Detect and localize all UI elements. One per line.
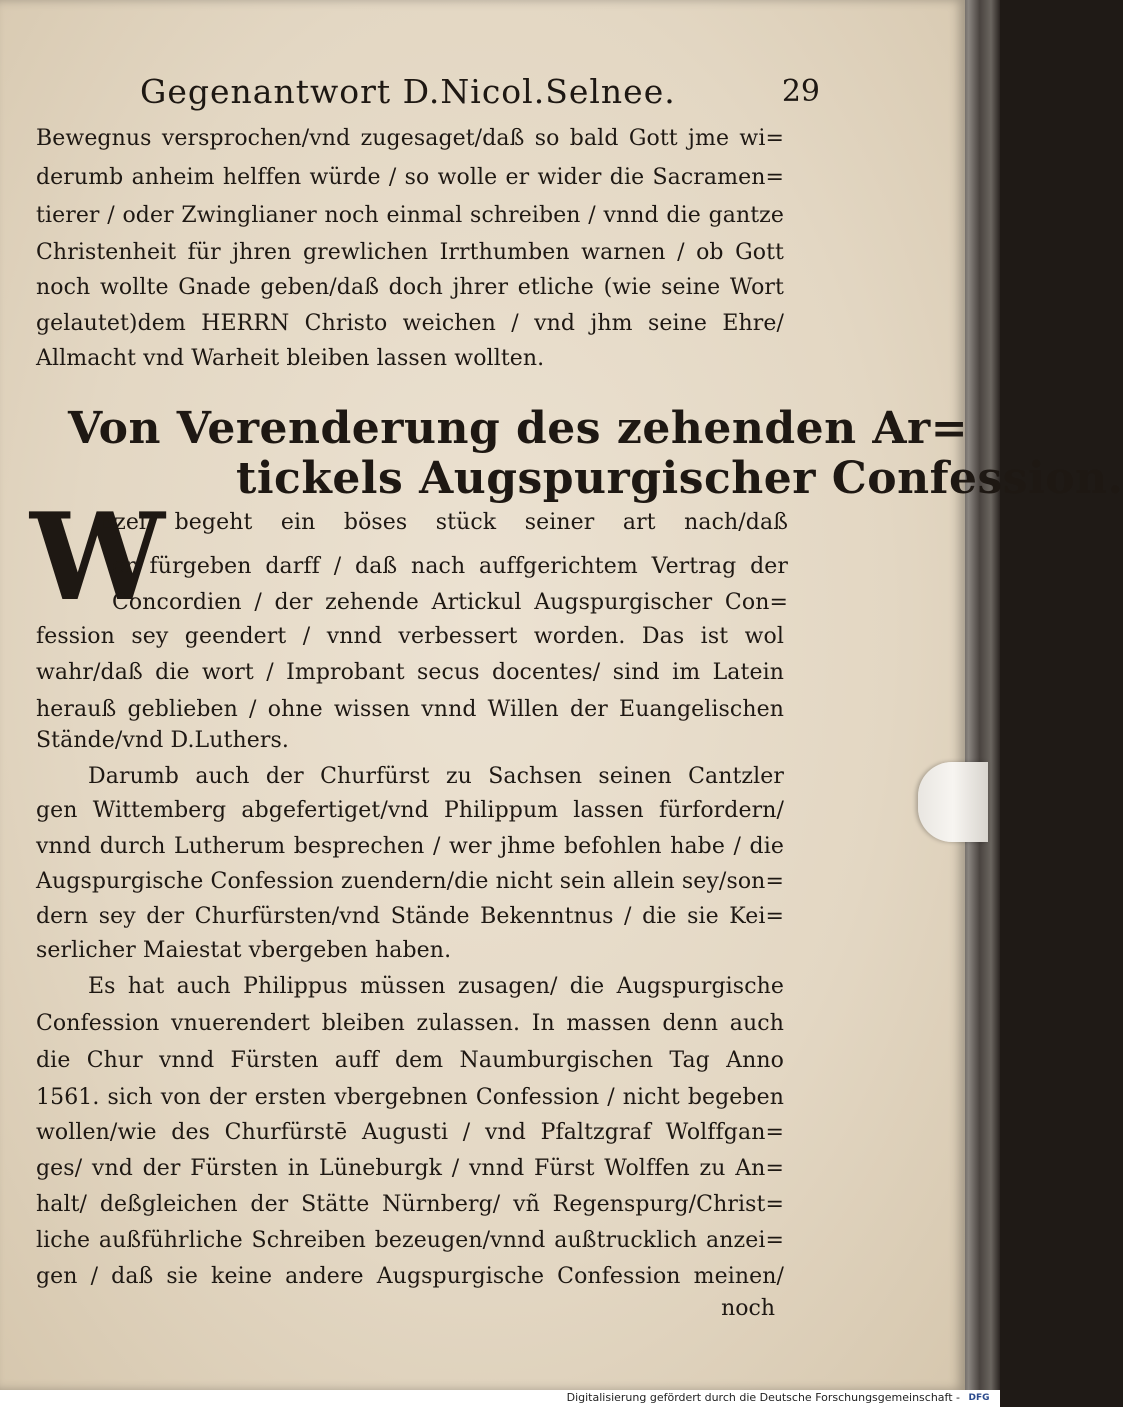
text-line: Es hat auch Philippus müssen zusagen/ die Augspurgische [88,974,784,999]
text-line: ges/ vnd der Fürsten in Lüneburgk / vnnd Fürst Wolffen zu An= [36,1156,784,1181]
text-line: Ezel begeht ein böses stück seiner art nach/daß [98,510,788,535]
text-line: herauß geblieben / ohne wissen vnnd Willen der Euangelischen [36,697,784,722]
text-line: 1561. sich von der ersten vbergebnen Confession / nicht begeben [36,1085,784,1110]
text-line: halt/ deßgleichen der Stätte Nürnberg/ vñ Regenspurg/Christ= [36,1192,784,1217]
drop-cap: W [30,487,165,628]
text-line: Bewegnus versprochen/vnd zugesaget/daß so bald Gott jme wi= [36,126,784,151]
section-heading-line-1: Von Verenderung des zehenden Ar= [68,403,969,454]
text-line: Confession vnuerendert bleiben zulassen. In massen denn auch [36,1011,784,1036]
footer-credit: Digitalisierung gefördert durch die Deutsche Forschungsgemeinschaft - [566,1391,960,1404]
text-line: noch wollte Gnade geben/daß doch jhrer etliche (wie seine Wort [36,275,784,300]
text-line: er fürgeben darff / daß nach auffgerichtem Vertrag der [112,554,788,579]
dfg-logo-icon: DFG [968,1393,990,1403]
text-line: serlicher Maiestat vbergeben haben. [36,938,452,963]
running-header [140,72,820,116]
text-line: Stände/vnd D.Luthers. [36,728,289,753]
text-line: dern sey der Churfürsten/vnd Stände Bekenntnus / die sie Kei= [36,904,784,929]
text-line: gen Wittemberg abgefertiget/vnd Philippum lassen fürfordern/ [36,798,784,823]
text-line: tierer / oder Zwinglianer noch einmal schreiben / vnnd die gantze [36,203,784,228]
text-line: gen / daß sie keine andere Augspurgische Confession meinen/ [36,1264,784,1289]
text-line: die Chur vnnd Fürsten auff dem Naumburgischen Tag Anno [36,1048,784,1073]
text-line: fession sey geendert / vnnd verbessert worden. Das ist wol [36,624,784,649]
running-title: Gegenantwort D.Nicol.Selnee. [140,72,676,111]
text-line: derumb anheim helffen würde / so wolle er wider die Sacramen= [36,165,784,190]
text-line: vnnd durch Lutherum besprechen / wer jhme befohlen habe / die [36,834,784,859]
section-heading-line-2: tickels Augspurgischer Confession. [236,453,1123,504]
text-line: Darumb auch der Churfürst zu Sachsen seinen Cantzler [88,764,784,789]
text-line: wollen/wie des Churfürstē Augusti / vnd Pfaltzgraf Wolffgan= [36,1120,784,1145]
page-number: 29 [781,74,820,109]
text-line: Allmacht vnd Warheit bleiben lassen wollten. [36,346,545,371]
catch-word: noch [721,1296,775,1321]
text-line: wahr/daß die wort / Improbant secus docentes/ sind im Latein [36,660,784,685]
text-line: Concordien / der zehende Artickul Augspurgischer Con= [112,590,788,615]
text-line: gelautet)dem HERRN Christo weichen / vnd jhm seine Ehre/ [36,311,784,336]
text-line: Christenheit für jhren grewlichen Irrthumben warnen / ob Gott [36,240,784,265]
text-line: Augspurgische Confession zuendern/die nicht sein allein sey/son= [36,869,784,894]
text-line: liche außführliche Schreiben bezeugen/vnnd außtrucklich anzei= [36,1228,784,1253]
